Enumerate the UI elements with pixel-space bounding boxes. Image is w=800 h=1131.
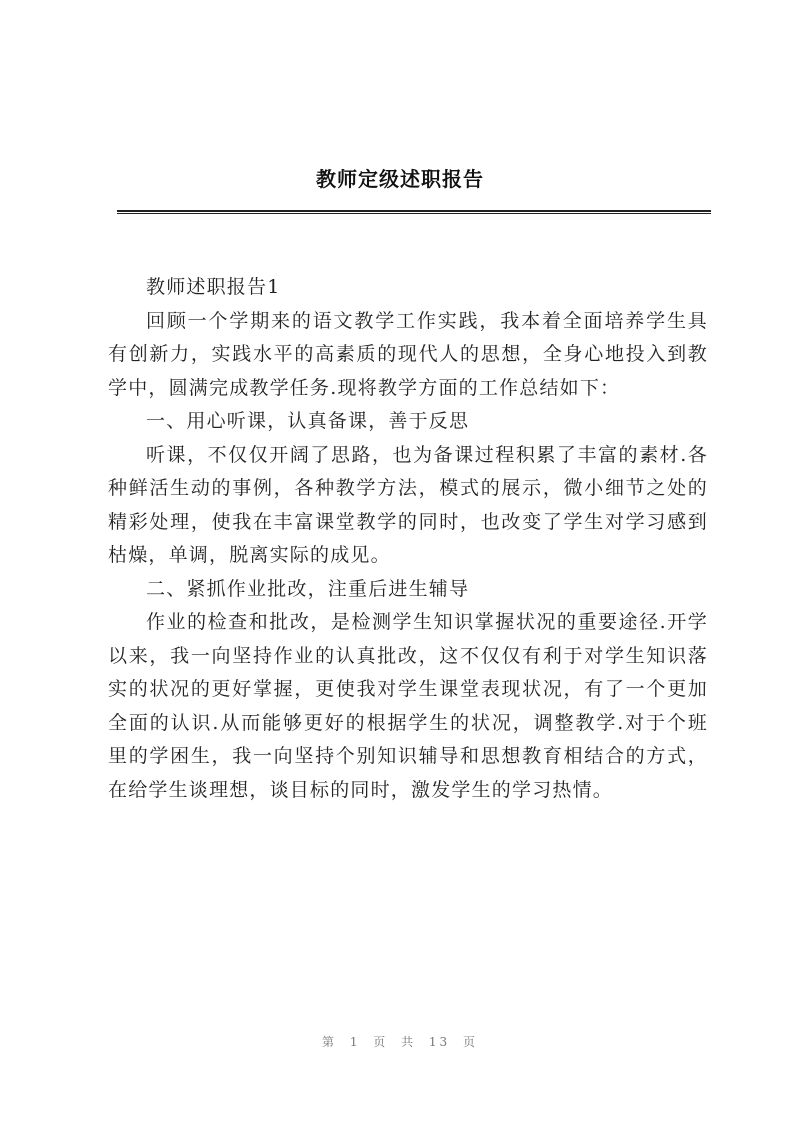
document-body [108,271,708,807]
section-1-paragraph: 听课，不仅仅开阔了思路，也为备课过程积累了丰富的素材.各种鲜活生动的事例，各种教学方法，模式的展示，微小细节之处的精彩处理，使我在丰富课堂教学的同时，也改变了学生对学习感到枯燥，单调，脱离实际的成见。 [108,443,708,566]
section-2-paragraph: 作业的检查和批改，是检测学生知识掌握状况的重要途径.开学以来，我一向坚持作业的认真批改，这不仅仅有利于对学生知识落实的状况的更好掌握，更使我对学生课堂表现状况，有了一个更加全面的认识.从而能够更好的根据学生的状况，调整教学.对于个班里的学困生，我一向坚持个别知识辅导和思想教育相结合的方式，在给学生谈理想，谈目标的同时，激发学生的学习热情。 [108,611,708,801]
page-title: 教师定级述职报告 [316,167,484,191]
section-heading-2: 二、紧抓作业批改，注重后进生辅导 [146,577,470,600]
page-footer: 第 1 页 共 13 页 [322,1035,478,1049]
title-divider [117,210,711,214]
section-heading-1: 一、用心听课，认真备课，善于反思 [146,410,470,432]
intro-paragraph: 回顾一个学期来的语文教学工作实践，我本着全面培养学生具有创新力，实践水平的高素质的现代人的思想，全身心地投入到教学中，圆满完成教学任务.现将教学方面的工作总结如下： [108,309,708,399]
report-heading: 教师述职报告1 [146,276,281,298]
